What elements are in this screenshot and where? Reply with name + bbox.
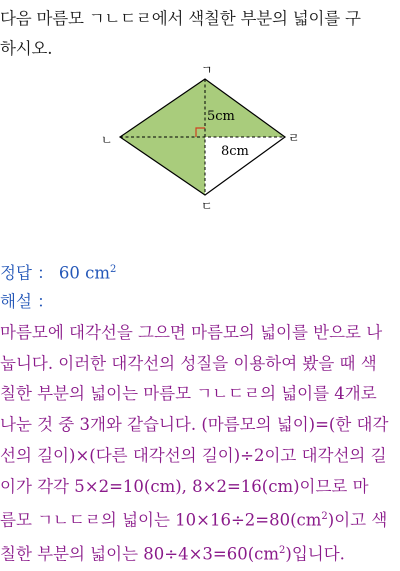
solution-line-8-a: 칠한 부분의 넓이는 80÷4×3=60(cm (0, 544, 280, 564)
rhombus-diagram (95, 62, 305, 212)
solution-line-7-exponent: 2 (321, 511, 328, 523)
vertex-label-left: ㄴ (101, 133, 113, 147)
solution-line-1: 마름모에 대각선을 그으면 마름모의 넓이를 반으로 나 (0, 323, 383, 342)
solution-line-7 (0, 502, 400, 536)
solution-line-3: 칠한 부분의 넓이는 마름모 ㄱㄴㄷㄹ의 넓이를 4개로 (0, 384, 377, 404)
solution-line-8-b: )입니다. (285, 544, 345, 564)
answer (0, 259, 116, 285)
solution-line-4: 나눈 것 중 3개와 같습니다. (마름모의 넓이)=(한 대각 (0, 415, 389, 435)
solution-line-2: 눕니다. 이러한 대각선의 성질을 이용하여 봤을 때 색 (0, 353, 377, 373)
solution-line-8 (0, 536, 400, 570)
vertex-label-top: ㄱ (201, 63, 213, 77)
answer-exponent: 2 (110, 264, 117, 275)
solution-text (0, 318, 400, 571)
solution-heading: 해설 ： (0, 292, 54, 311)
solution-line-7-b: )이고 색 (327, 510, 388, 530)
vertical-length-label: 5cm (207, 109, 235, 124)
vertex-label-right: ㄹ (288, 131, 300, 145)
rhombus-figure (95, 62, 305, 212)
question-line-1: 다음 마름모 ㄱㄴㄷㄹ에서 색칠한 부분의 넓이를 구 (0, 9, 361, 28)
horizontal-length-label: 8cm (221, 144, 249, 159)
question-text (0, 4, 396, 64)
vertex-label-bottom: ㄷ (201, 199, 213, 212)
solution-line-5: 선의 길이)×(다른 대각선의 길이)÷2이고 대각선의 길 (0, 445, 387, 465)
answer-label: 정답 ： 60 cm (0, 263, 110, 283)
solution-line-8-exponent: 2 (279, 545, 286, 557)
solution-line-6: 이가 각각 5×2=10(cm), 8×2=16(cm)이므로 마 (0, 476, 369, 496)
question-line-2: 하시오. (0, 39, 53, 58)
solution-line-7-a: 름모 ㄱㄴㄷㄹ의 넓이는 10×16÷2=80(cm (0, 510, 322, 530)
